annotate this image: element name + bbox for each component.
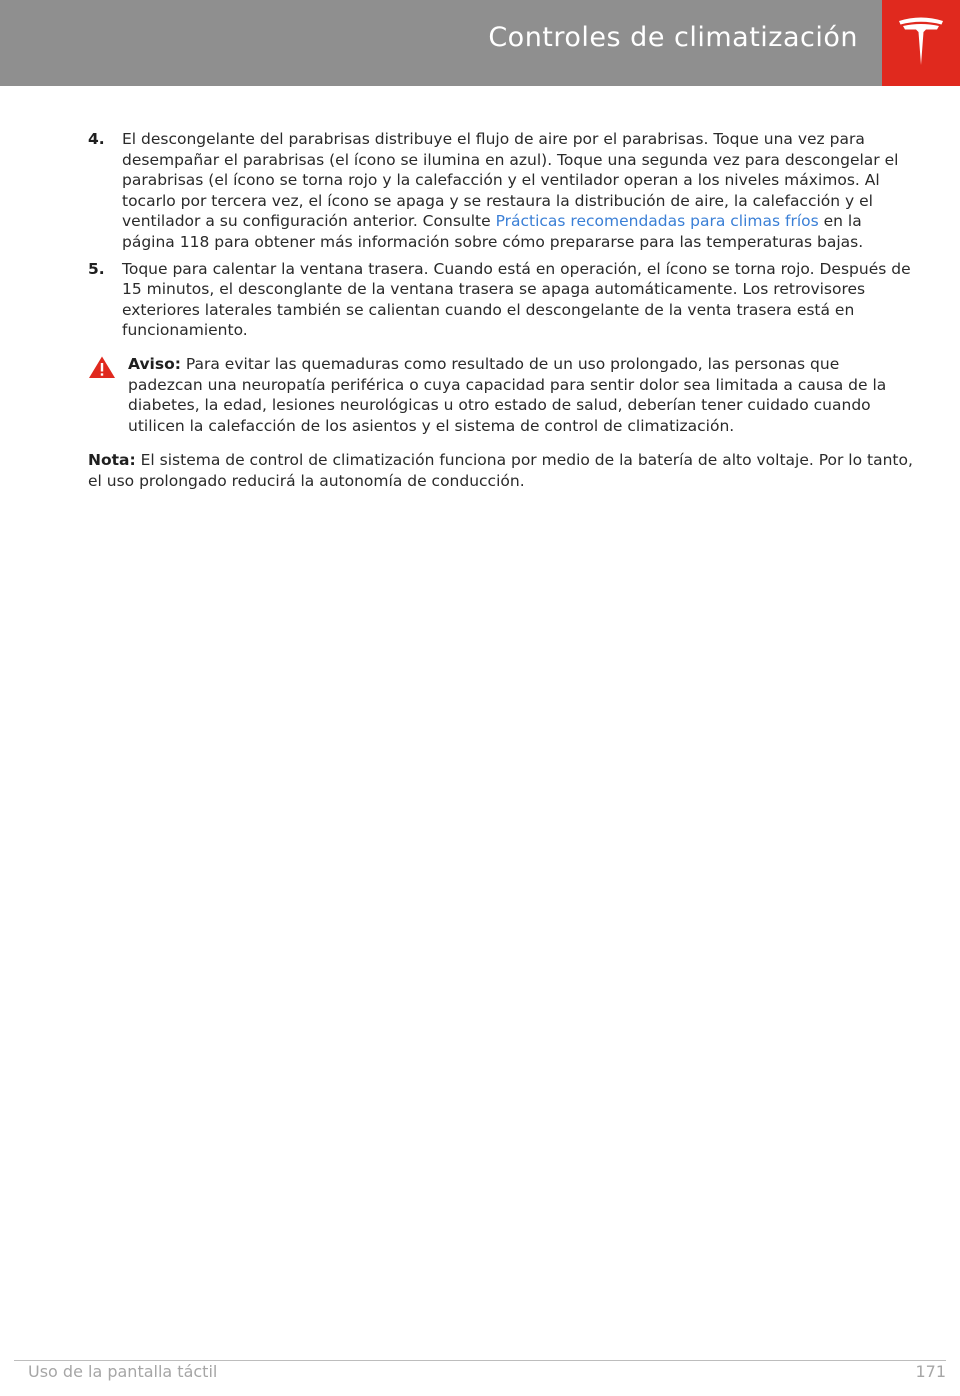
- note-block: [88, 450, 914, 491]
- list-item-5: [88, 259, 914, 341]
- warning-label: Aviso:: [128, 354, 181, 373]
- brand-logo-block: [882, 0, 960, 86]
- note-label: Nota:: [88, 451, 136, 470]
- page-number: 171: [915, 1362, 946, 1381]
- cold-weather-link[interactable]: Prácticas recomendadas para climas fríos: [495, 212, 819, 231]
- list-item-4: [88, 129, 914, 253]
- warning-triangle-icon: [88, 355, 116, 379]
- list-number: 5.: [88, 259, 105, 278]
- item-text-continued: en la página 118 para obtener más información sobre cómo prepararse para las temperaturas bajas.: [122, 212, 864, 251]
- footer-divider: [14, 1360, 946, 1361]
- list-number: 4.: [88, 130, 105, 148]
- page-header: [0, 0, 960, 86]
- page-content: [88, 129, 914, 492]
- tesla-logo-icon: [897, 15, 945, 67]
- item-text: El descongelante del parabrisas distribuye el flujo de aire por el parabrisas. Toque una vez para desempañar el parabrisas (el ícono se ilumina en azul). Toque una segunda vez para descongelar el parabrisas (el ícono se torna rojo y la calefacción y el ventilador operan a los niveles máximos. Al tocarlo por tercera vez, el ícono se apaga y se restaura la distribución de aire, la calefacción y el ventilador a su configuración anterior. Consulte: [122, 130, 899, 231]
- item-text: Toque para calentar la ventana trasera. Cuando está en operación, el ícono se torna rojo. Después de 15 minutos, el desconglante de la ventana trasera se apaga automáticamente. Los retrovisores exteriores laterales también se calientan cuando el descongelante de la venta trasera está en funcionamiento.: [122, 259, 911, 340]
- warning-text: Para evitar las quemaduras como resultado de un uso prolongado, las personas que padezcan una neuropatía periférica o cuya capacidad para sentir dolor sea limitada a causa de la diabetes, la edad, lesiones neurológicas u otro estado de salud, deberían tener cuidado cuando utilicen la calefacción de los asientos y el sistema de control de climatización.: [128, 354, 887, 435]
- warning-block: [88, 354, 914, 436]
- footer-section: Uso de la pantalla táctil: [28, 1362, 218, 1381]
- note-text: El sistema de control de climatización funciona por medio de la batería de alto voltaje. Por lo tanto, el uso prolongado reducirá la autonomía de conducción.: [88, 451, 913, 490]
- page-title: Controles de climatización: [488, 22, 858, 53]
